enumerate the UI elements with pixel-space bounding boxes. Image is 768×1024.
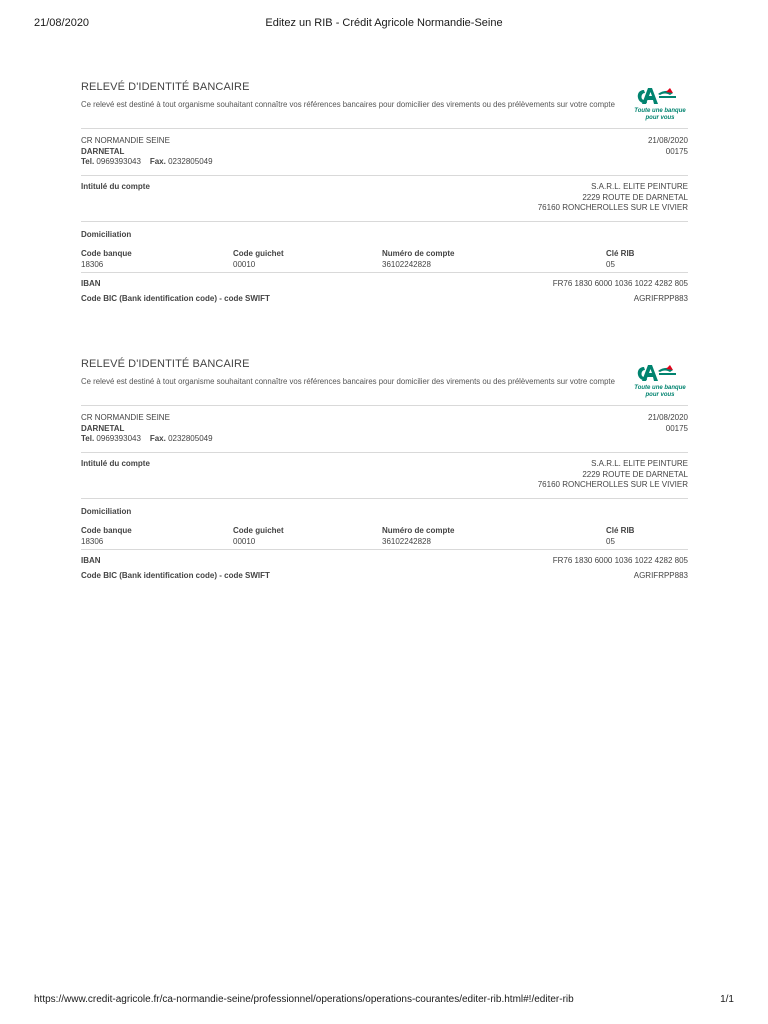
rib-title: RELEVÉ D'IDENTITÉ BANCAIRE [81, 81, 250, 93]
agency-city: DARNETAL [81, 423, 125, 433]
account-number-col [382, 249, 454, 270]
bic-label: Code BIC (Bank identification code) - code SWIFT [81, 571, 270, 580]
agency-section [81, 406, 688, 452]
branch-code-value: 00010 [233, 259, 256, 269]
print-url[interactable]: https://www.credit-agricole.fr/ca-normandie-seine/professionnel/operations/operations-courantes/editer-rib.html#!/editer-rib [34, 994, 574, 1005]
account-label: Intitulé du compte [81, 182, 150, 191]
holder-info [538, 459, 688, 491]
rib-block-1 [81, 80, 688, 307]
agency-contact [81, 434, 213, 445]
iban-label: IBAN [81, 279, 101, 288]
page-number: 1/1 [720, 994, 734, 1005]
holder-address-1: 2229 ROUTE DE DARNETAL [582, 469, 688, 479]
account-number-col [382, 526, 454, 547]
rib-header [81, 80, 688, 128]
rib-intro: Ce relevé est destiné à tout organisme souhaitant connaître vos références bancaires pour domicilier des virements ou des prélèvements sur votre compte [81, 377, 615, 386]
account-number-label: Numéro de compte [382, 526, 455, 535]
bank-code-label: Code banque [81, 249, 132, 258]
account-number-value: 36102242828 [382, 536, 431, 546]
tel-value: 0969393043 [96, 434, 141, 443]
iban-value: FR76 1830 6000 1036 1022 4282 805 [552, 279, 688, 288]
rib-key-col [606, 249, 634, 270]
bic-value: AGRIFRPP883 [633, 571, 688, 580]
fax-label: Fax. [149, 434, 166, 443]
holder-address-1: 2229 ROUTE DE DARNETAL [582, 192, 688, 202]
bank-code-value: 18306 [81, 536, 104, 546]
logo-mark-icon [632, 361, 688, 385]
agency-name: CR NORMANDIE SEINE [81, 413, 170, 422]
holder-name: S.A.R.L. ELITE PEINTURE [591, 459, 688, 468]
print-title: Editez un RIB - Crédit Agricole Normandie-Seine [265, 17, 503, 29]
agency-date-code [648, 413, 688, 434]
rib-key-value: 05 [606, 259, 615, 269]
bank-code-col [81, 526, 132, 547]
tel-label: Tel. [81, 157, 95, 166]
agency-info [81, 413, 213, 445]
branch-code-col [233, 526, 284, 547]
print-date: 21/08/2020 [34, 17, 90, 29]
agency-contact [81, 157, 213, 168]
bank-code-col [81, 249, 132, 270]
fax-value: 0232805049 [168, 434, 213, 443]
rib-header [81, 357, 688, 405]
rib-key-col [606, 526, 634, 547]
holder-info [538, 182, 688, 214]
account-number-value: 36102242828 [382, 259, 431, 269]
print-header [0, 17, 768, 31]
logo-tagline [632, 108, 688, 121]
iban-section [81, 273, 688, 307]
rib-key-label: Clé RIB [606, 526, 635, 535]
agency-code: 00175 [665, 146, 688, 156]
account-number-label: Numéro de compte [382, 249, 455, 258]
bank-code-value: 18306 [81, 259, 104, 269]
iban-section [81, 550, 688, 584]
logo-tagline-line-2: pour vous [645, 391, 675, 398]
holder-name: S.A.R.L. ELITE PEINTURE [591, 182, 688, 191]
account-label: Intitulé du compte [81, 459, 150, 468]
credit-agricole-logo [632, 84, 688, 121]
logo-tagline [632, 385, 688, 398]
iban-value: FR76 1830 6000 1036 1022 4282 805 [552, 556, 688, 565]
branch-code-value: 00010 [233, 536, 256, 546]
rib-block-2 [81, 357, 688, 584]
domiciliation-section [81, 222, 688, 272]
agency-city: DARNETAL [81, 146, 125, 156]
agency-section [81, 129, 688, 175]
rib-date: 21/08/2020 [647, 413, 688, 422]
print-footer [0, 994, 768, 1008]
domiciliation-label: Domiciliation [81, 230, 132, 239]
tel-label: Tel. [81, 434, 95, 443]
bic-value: AGRIFRPP883 [633, 294, 688, 303]
fax-label: Fax. [149, 157, 166, 166]
logo-tagline-line-2: pour vous [645, 114, 675, 121]
branch-code-label: Code guichet [233, 526, 284, 535]
branch-code-col [233, 249, 284, 270]
fax-value: 0232805049 [168, 157, 213, 166]
bic-label: Code BIC (Bank identification code) - code SWIFT [81, 294, 270, 303]
rib-title: RELEVÉ D'IDENTITÉ BANCAIRE [81, 358, 250, 370]
bank-code-label: Code banque [81, 526, 132, 535]
agency-date-code [648, 136, 688, 157]
holder-address-2: 76160 RONCHEROLLES SUR LE VIVIER [537, 480, 688, 489]
agency-code: 00175 [665, 423, 688, 433]
agency-info [81, 136, 213, 168]
logo-tagline-line-1: Toute une banque [634, 108, 686, 114]
domiciliation-label: Domiciliation [81, 507, 132, 516]
account-holder-section [81, 453, 688, 498]
account-holder-section [81, 176, 688, 221]
credit-agricole-logo [632, 361, 688, 398]
agency-name: CR NORMANDIE SEINE [81, 136, 170, 145]
logo-mark-icon [632, 84, 688, 108]
holder-address-2: 76160 RONCHEROLLES SUR LE VIVIER [537, 203, 688, 212]
rib-date: 21/08/2020 [647, 136, 688, 145]
rib-key-label: Clé RIB [606, 249, 635, 258]
iban-label: IBAN [81, 556, 101, 565]
rib-intro: Ce relevé est destiné à tout organisme souhaitant connaître vos références bancaires pour domicilier des virements ou des prélèvements sur votre compte [81, 100, 615, 109]
rib-key-value: 05 [606, 536, 615, 546]
tel-value: 0969393043 [96, 157, 141, 166]
logo-tagline-line-1: Toute une banque [634, 385, 686, 391]
domiciliation-section [81, 499, 688, 549]
branch-code-label: Code guichet [233, 249, 284, 258]
